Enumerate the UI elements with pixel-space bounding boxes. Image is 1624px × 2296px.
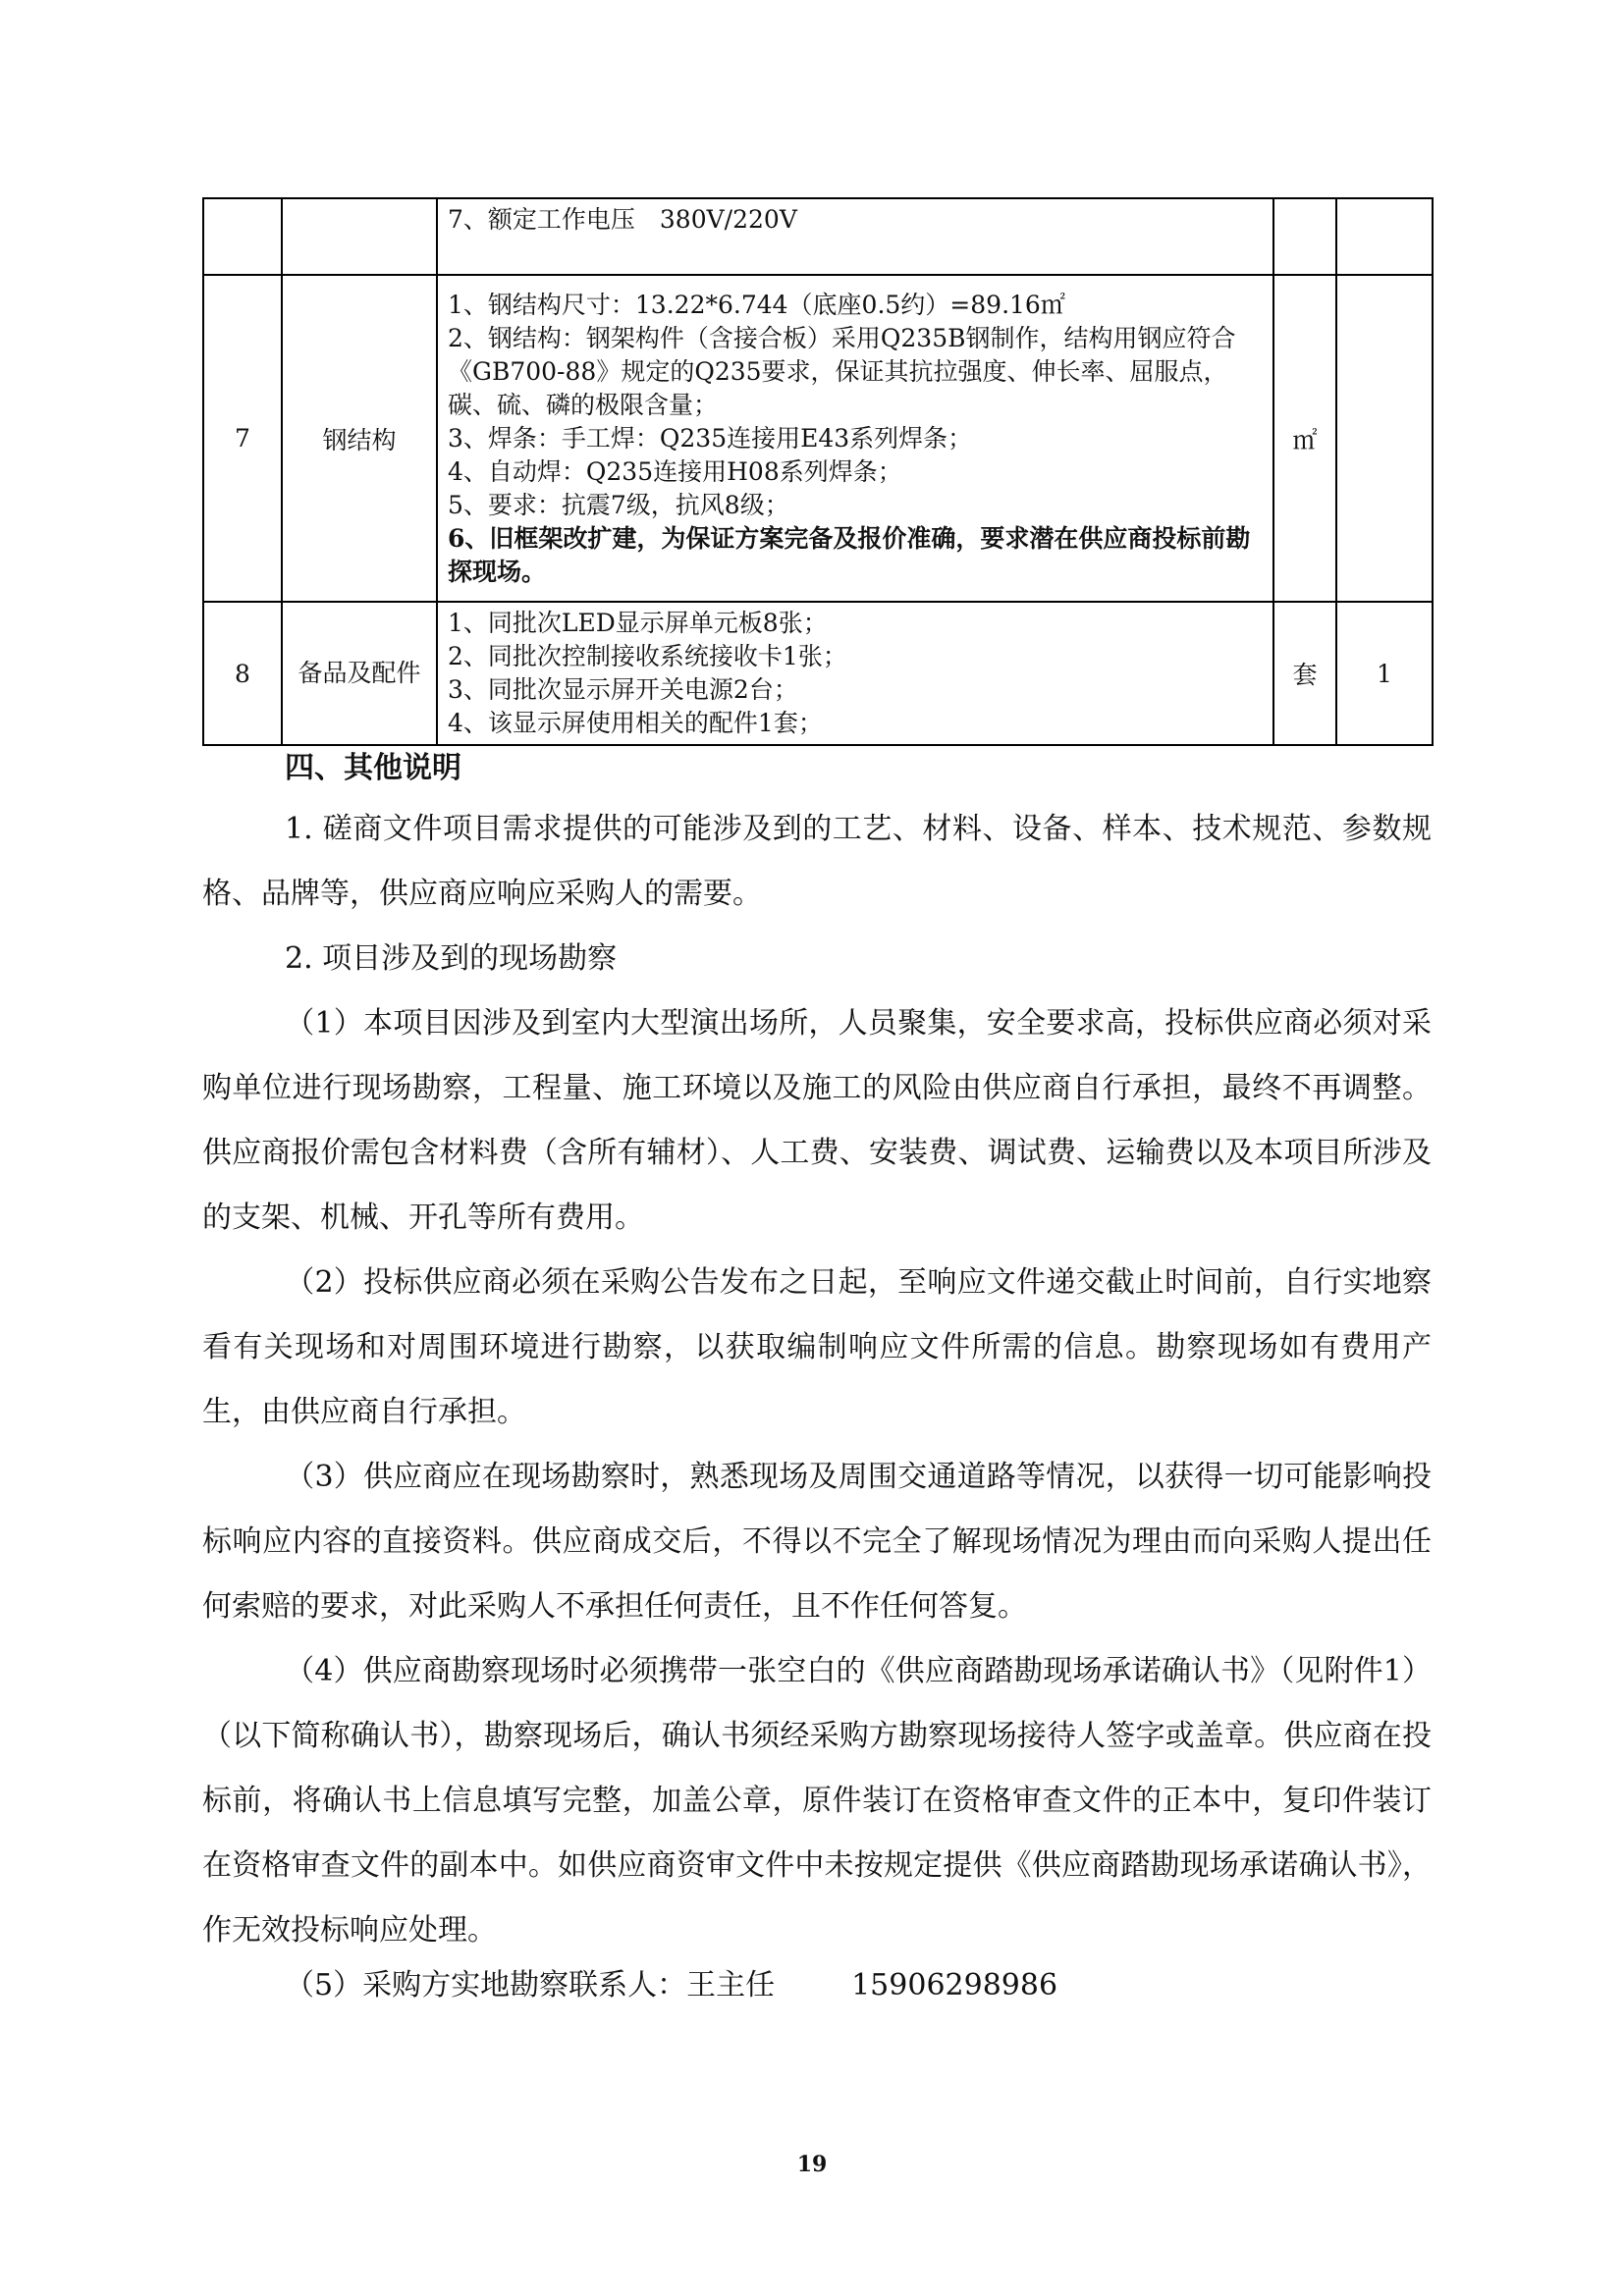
section-title: 四、其他说明	[285, 751, 461, 785]
row-description	[437, 275, 1273, 602]
description-line: 5、要求：抗震7级，抗风8级；	[448, 490, 789, 519]
row-unit: 套	[1273, 602, 1336, 745]
page-number: 19	[796, 2152, 828, 2177]
contact-phone: 15906298986	[851, 1968, 1058, 2002]
description-line: 7、额定工作电压 380V/220V	[448, 205, 797, 234]
row-name: 钢结构	[282, 275, 437, 602]
paragraph-text: （2）投标供应商必须在采购公告发布之日起，至响应文件递交截止时间前，自行实地察看有关现场和对周围环境进行勘察，以获取编制响应文件所需的信息。勘察现场如有费用产生，由供应商自行承担。	[202, 1265, 1432, 1429]
spec-table	[202, 197, 1434, 746]
table-row	[203, 198, 1433, 275]
row-name-text: 备品及配件	[298, 659, 421, 687]
row-quantity	[1336, 275, 1433, 602]
description-line: 4、自动焊：Q235连接用H08系列焊条；	[448, 456, 902, 486]
description-line: 4、该显示屏使用相关的配件1套；	[448, 709, 823, 737]
paragraph	[202, 1445, 1432, 1639]
row-number	[203, 198, 282, 275]
description-line: 3、同批次显示屏开关电源2台；	[448, 675, 798, 704]
description-line: 2、同批次控制接收系统接收卡1张；	[448, 642, 847, 670]
table-row	[203, 602, 1433, 745]
table-row	[203, 275, 1433, 602]
row-number: 8	[203, 602, 282, 745]
row-unit	[1273, 198, 1336, 275]
row-name	[282, 198, 437, 275]
paragraph-text: （4）供应商勘察现场时必须携带一张空白的《供应商踏勘现场承诺确认书》（见附件1）（以下简称确认书），勘察现场后，确认书须经采购方勘察现场接待人签字或盖章。供应商在投标前，将确认书上信息填写完整，加盖公章，原件装订在资格审查文件的正本中，复印件装订在资格审查文件的副本中。如供应商资审文件中未按规定提供《供应商踏勘现场承诺确认书》，作无效投标响应处理。	[202, 1654, 1432, 1948]
description-line: 2、钢结构：钢架构件（含接合板）采用Q235B钢制作，结构用钢应符合《GB700-88》规定的Q235要求，保证其抗拉强度、伸长率、屈服点，碳、硫、磷的极限含量；	[448, 323, 1236, 419]
paragraph	[202, 991, 1432, 1251]
description-line: 3、焊条：手工焊：Q235连接用E43系列焊条；	[448, 423, 973, 453]
row-quantity: 1	[1336, 602, 1433, 745]
row-number: 7	[203, 275, 282, 602]
row-description	[437, 198, 1273, 275]
paragraph	[202, 1639, 1432, 1963]
paragraph-text: 1. 磋商文件项目需求提供的可能涉及到的工艺、材料、设备、样本、技术规范、参数规格、品牌等，供应商应响应采购人的需要。	[202, 812, 1432, 911]
contact-line	[202, 1953, 1057, 2018]
row-name	[282, 602, 437, 745]
row-description	[437, 602, 1273, 745]
paragraph-text: （3）供应商应在现场勘察时，熟悉现场及周围交通道路等情况，以获得一切可能影响投标响应内容的直接资料。供应商成交后，不得以不完全了解现场情况为理由而向采购人提出任何索赔的要求，对此采购人不承担任何责任，且不作任何答复。	[202, 1460, 1432, 1624]
paragraph	[202, 927, 1432, 991]
paragraph	[202, 797, 1432, 927]
row-quantity	[1336, 198, 1433, 275]
paragraph-text: 2. 项目涉及到的现场勘察	[285, 941, 618, 976]
paragraph-text: （1）本项目因涉及到室内大型演出场所，人员聚集，安全要求高，投标供应商必须对采购单位进行现场勘察，工程量、施工环境以及施工的风险由供应商自行承担，最终不再调整。供应商报价需包含材料费（含所有辅材）、人工费、安装费、调试费、运输费以及本项目所涉及的支架、机械、开孔等所有费用。	[202, 1006, 1432, 1235]
row-unit: ㎡	[1273, 275, 1336, 602]
description-line: 1、钢结构尺寸：13.22*6.744（底座0.5约）=89.16㎡	[448, 290, 1065, 319]
paragraph	[202, 1251, 1432, 1445]
description-line-bold: 6、旧框架改扩建，为保证方案完备及报价准确，要求潜在供应商投标前勘探现场。	[448, 523, 1251, 586]
description-line: 1、同批次LED显示屏单元板8张；	[448, 609, 828, 637]
contact-label: （5）采购方实地勘察联系人：王主任	[285, 1968, 776, 2002]
